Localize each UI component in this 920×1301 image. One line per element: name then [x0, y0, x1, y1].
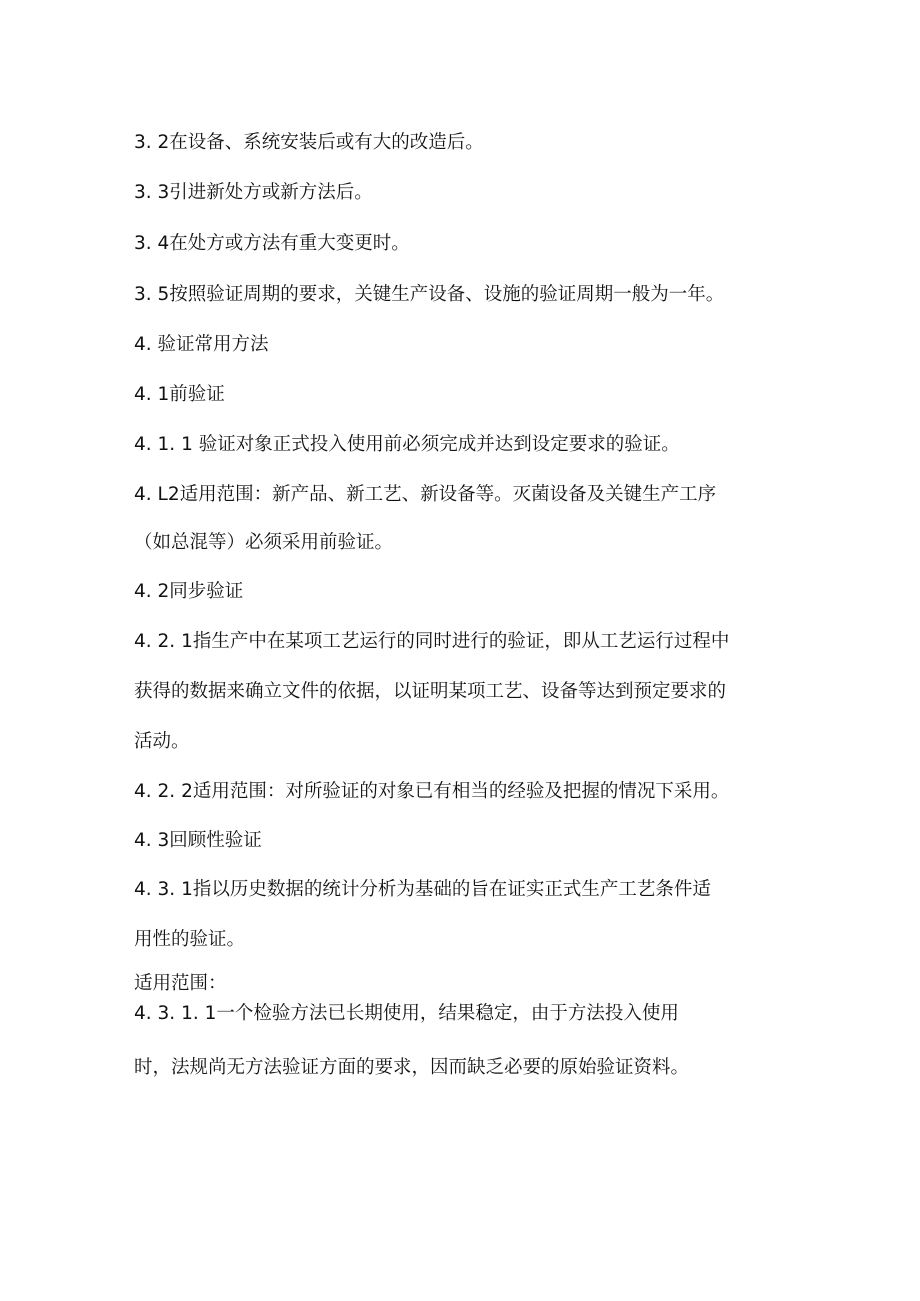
text-line-4-3-1: 4. 3. 1指以历史数据的统计分析为基础的旨在证实正式生产工艺条件适	[134, 879, 711, 900]
text-line-4-2-1-cont2: 活动。	[134, 731, 190, 752]
text-line-4-1-2-cont: （如总混等）必须采用前验证。	[134, 532, 394, 553]
text-line-3-4: 3. 4在处方或方法有重大变更时。	[134, 233, 410, 254]
section-heading-4: 4. 验证常用方法	[134, 334, 269, 355]
text-line-4-1-2: 4. L2适用范围：新产品、新工艺、新设备等。灭菌设备及关键生产工序	[134, 484, 717, 505]
text-line-4-3-1-1-cont: 时，法规尚无方法验证方面的要求，因而缺乏必要的原始验证资料。	[134, 1057, 690, 1078]
text-line-4-2-2: 4. 2. 2适用范围：对所验证的对象已有相当的经验及把握的情况下采用。	[134, 781, 730, 802]
text-line-4-2-1-cont1: 获得的数据来确立文件的依据，以证明某项工艺、设备等达到预定要求的	[134, 681, 727, 702]
section-heading-4-2: 4. 2同步验证	[134, 581, 244, 602]
text-line-4-3-1-cont: 用性的验证。	[134, 929, 246, 950]
section-heading-4-1: 4. 1前验证	[134, 384, 225, 405]
text-line-4-2-1: 4. 2. 1指生产中在某项工艺运行的同时进行的验证，即从工艺运行过程中	[134, 631, 730, 652]
text-line-scope-label: 适用范围：	[134, 973, 227, 994]
text-line-3-5: 3. 5按照验证周期的要求，关键生产设备、设施的验证周期一般为一年。	[134, 284, 725, 305]
text-line-4-3-1-1: 4. 3. 1. 1一个检验方法已长期使用，结果稳定，由于方法投入使用	[134, 1003, 679, 1024]
text-line-4-1-1: 4. 1. 1 验证对象正式投入使用前必须完成并达到设定要求的验证。	[134, 434, 680, 455]
section-heading-4-3: 4. 3回顾性验证	[134, 830, 262, 851]
text-line-3-3: 3. 3引进新处方或新方法后。	[134, 182, 373, 203]
text-line-3-2: 3. 2在设备、系统安装后或有大的改造后。	[134, 132, 484, 153]
